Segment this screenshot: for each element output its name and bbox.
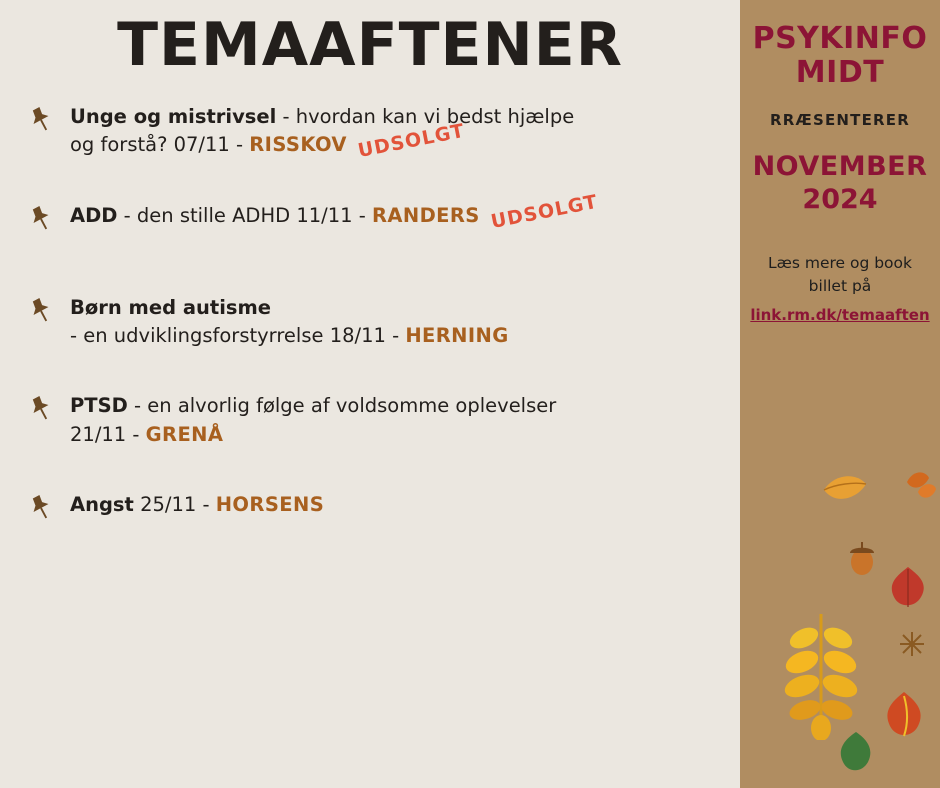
status-badge: UDSOLGT <box>488 190 600 233</box>
event-text <box>70 103 720 163</box>
leaf-icon <box>905 468 931 494</box>
event-city: HORSENS <box>215 492 325 516</box>
pushpin-icon <box>26 204 56 234</box>
event-desc-2 <box>70 120 720 163</box>
event-desc-2 <box>70 421 720 449</box>
readmore-text <box>750 252 930 327</box>
status-badge: UDSOLGT <box>356 120 467 163</box>
pushpin-icon <box>26 296 56 326</box>
star-anise-icon <box>898 630 926 658</box>
event-desc: - den stille ADHD 11/11 - <box>117 203 372 227</box>
brand-name <box>750 22 930 89</box>
leaf-icon <box>885 565 931 611</box>
event-title: Angst <box>70 492 134 516</box>
list-item <box>26 294 720 351</box>
month-label: NOVEMBER <box>752 151 928 183</box>
acorn-icon <box>845 540 879 576</box>
list-item <box>26 103 720 163</box>
event-city: RISSKOV <box>249 133 347 157</box>
event-title: ADD <box>70 203 118 227</box>
leaf-icon <box>916 480 938 502</box>
event-city: HERNING <box>405 324 509 348</box>
event-desc: 25/11 - <box>133 492 216 516</box>
year-label: 2024 <box>802 183 878 215</box>
event-city: GRENÅ <box>145 422 224 446</box>
event-desc: - hvordan kan vi bedst hjælpe <box>276 105 575 128</box>
event-title: PTSD <box>70 394 128 418</box>
brand-line-2: MIDT <box>795 54 885 90</box>
pushpin-icon <box>26 493 56 523</box>
event-city: RANDERS <box>371 203 480 227</box>
event-desc: - en alvorlig følge af voldsomme oplevelser <box>127 394 557 418</box>
list-item <box>26 392 720 449</box>
event-desc-2-text: og forstå? 07/11 - <box>70 133 250 157</box>
readmore-line-2: billet på <box>808 277 872 296</box>
event-desc-2 <box>70 322 720 350</box>
list-item <box>26 491 720 541</box>
leaf-icon <box>778 610 864 740</box>
page-title: TEMAAFTENER <box>117 10 623 80</box>
event-title: Unge og mistrivsel <box>70 105 277 128</box>
pushpin-icon <box>26 394 56 424</box>
event-desc-2-text: - en udviklingsforstyrrelse 18/11 - <box>70 324 406 348</box>
booking-link[interactable]: link.rm.dk/temaaften <box>750 306 930 325</box>
leaf-icon <box>880 690 928 742</box>
presents-label: RRÆSENTERER <box>769 111 910 130</box>
event-list <box>0 103 740 541</box>
leaf-icon <box>835 730 877 776</box>
sidebar <box>740 0 940 788</box>
event-text <box>70 190 720 233</box>
event-desc-2-text: 21/11 - <box>70 422 146 446</box>
leaf-icon <box>820 470 870 510</box>
event-text <box>70 392 720 449</box>
readmore-line-1: Læs mere og book <box>767 253 913 272</box>
event-text <box>70 294 720 351</box>
pushpin-icon <box>26 105 56 135</box>
brand-line-1: PSYKINFO <box>752 21 928 56</box>
list-item <box>26 190 720 252</box>
event-text <box>70 491 720 519</box>
event-title: Børn med autisme <box>70 295 272 319</box>
